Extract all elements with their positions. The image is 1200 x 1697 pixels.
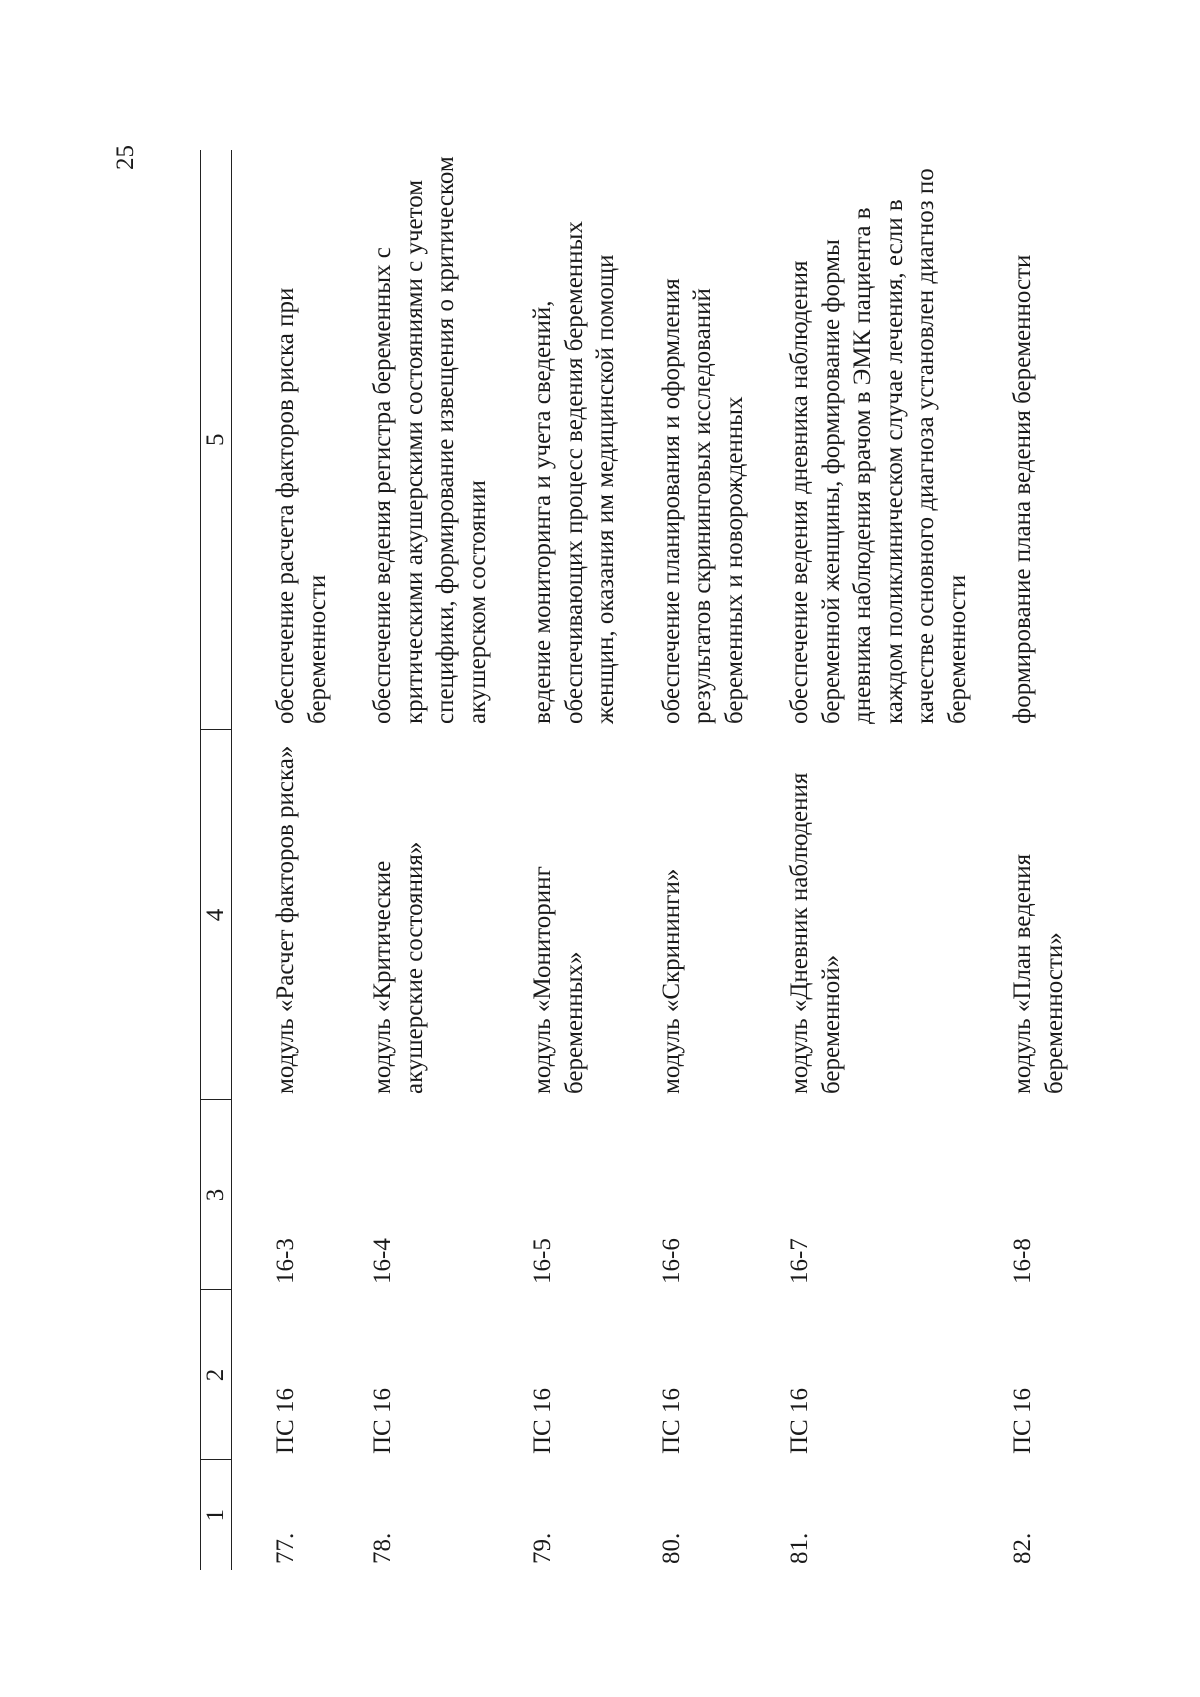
row-description: ведение мониторинга и учета сведений, обеспечивающих процесс ведения беременных женщин, оказания им медицинской помощи	[529, 221, 619, 724]
row-number: 81.	[786, 1532, 813, 1564]
row-code: 16-3	[272, 1238, 299, 1284]
header-col-5: 5	[201, 150, 232, 730]
row-code: 16-8	[1009, 1238, 1036, 1284]
row-description: формирование плана ведения беременности	[1009, 254, 1036, 724]
row-code: 16-7	[786, 1238, 813, 1284]
row-module: модуль «Мониторинг беременных»	[529, 866, 588, 1094]
row-code: 16-6	[657, 1238, 685, 1284]
row-ps: ПС 16	[1009, 1388, 1036, 1454]
header-col-1: 1	[201, 1460, 232, 1570]
row-module: модуль «План ведения беременности»	[1009, 853, 1068, 1094]
requirements-table	[200, 150, 1070, 1570]
row-description: обеспечение планирования и оформления результатов скрининговых исследований беременных и новорожденных	[657, 278, 748, 724]
row-description: обеспечение ведения дневника наблюдения беременной женщины, формирование формы дневника наблюдения врачом в ЭМК пациента в каждом поликлиническом случае лечения, если в качестве основного диагноза установлен диагноз по беременности	[786, 168, 971, 724]
table-row	[622, 150, 751, 1570]
table-row	[232, 150, 334, 1570]
row-description: обеспечение ведения регистра беременных с критическими акушерскими состояниями с учетом специфики, формирование извещения о критическом акушерском состоянии	[369, 156, 491, 724]
table-row	[333, 150, 493, 1570]
row-code: 16-4	[369, 1238, 396, 1284]
row-module: модуль «Дневник наблюдения беременной»	[786, 772, 845, 1094]
table-body	[232, 150, 1071, 1570]
row-module: модуль «Расчет факторов риска»	[272, 745, 299, 1094]
row-code: 16-5	[529, 1238, 556, 1284]
header-col-4: 4	[201, 730, 232, 1100]
row-ps: ПС 16	[786, 1388, 813, 1454]
row-description: обеспечение расчета факторов риска при беременности	[272, 287, 331, 724]
table-row	[493, 150, 622, 1570]
row-number: 78.	[369, 1532, 396, 1564]
row-number: 80.	[657, 1532, 685, 1564]
row-number: 82.	[1009, 1532, 1036, 1564]
row-ps: ПС 16	[369, 1388, 396, 1454]
row-ps: ПС 16	[529, 1388, 556, 1454]
table-row	[973, 150, 1070, 1570]
table-header	[201, 150, 232, 1570]
rotated-table-container	[200, 150, 1070, 1570]
row-ps: ПС 16	[657, 1388, 685, 1454]
header-col-2: 2	[201, 1290, 232, 1460]
page-number: 25	[112, 145, 139, 170]
row-ps: ПС 16	[272, 1388, 299, 1454]
row-number: 77.	[272, 1532, 299, 1564]
row-module: модуль «Критические акушерские состояния»	[369, 841, 428, 1094]
header-row	[201, 150, 232, 1570]
table-row	[750, 150, 973, 1570]
row-number: 79.	[529, 1532, 556, 1564]
header-col-3: 3	[201, 1100, 232, 1290]
row-module: модуль «Скрининги»	[657, 868, 685, 1094]
